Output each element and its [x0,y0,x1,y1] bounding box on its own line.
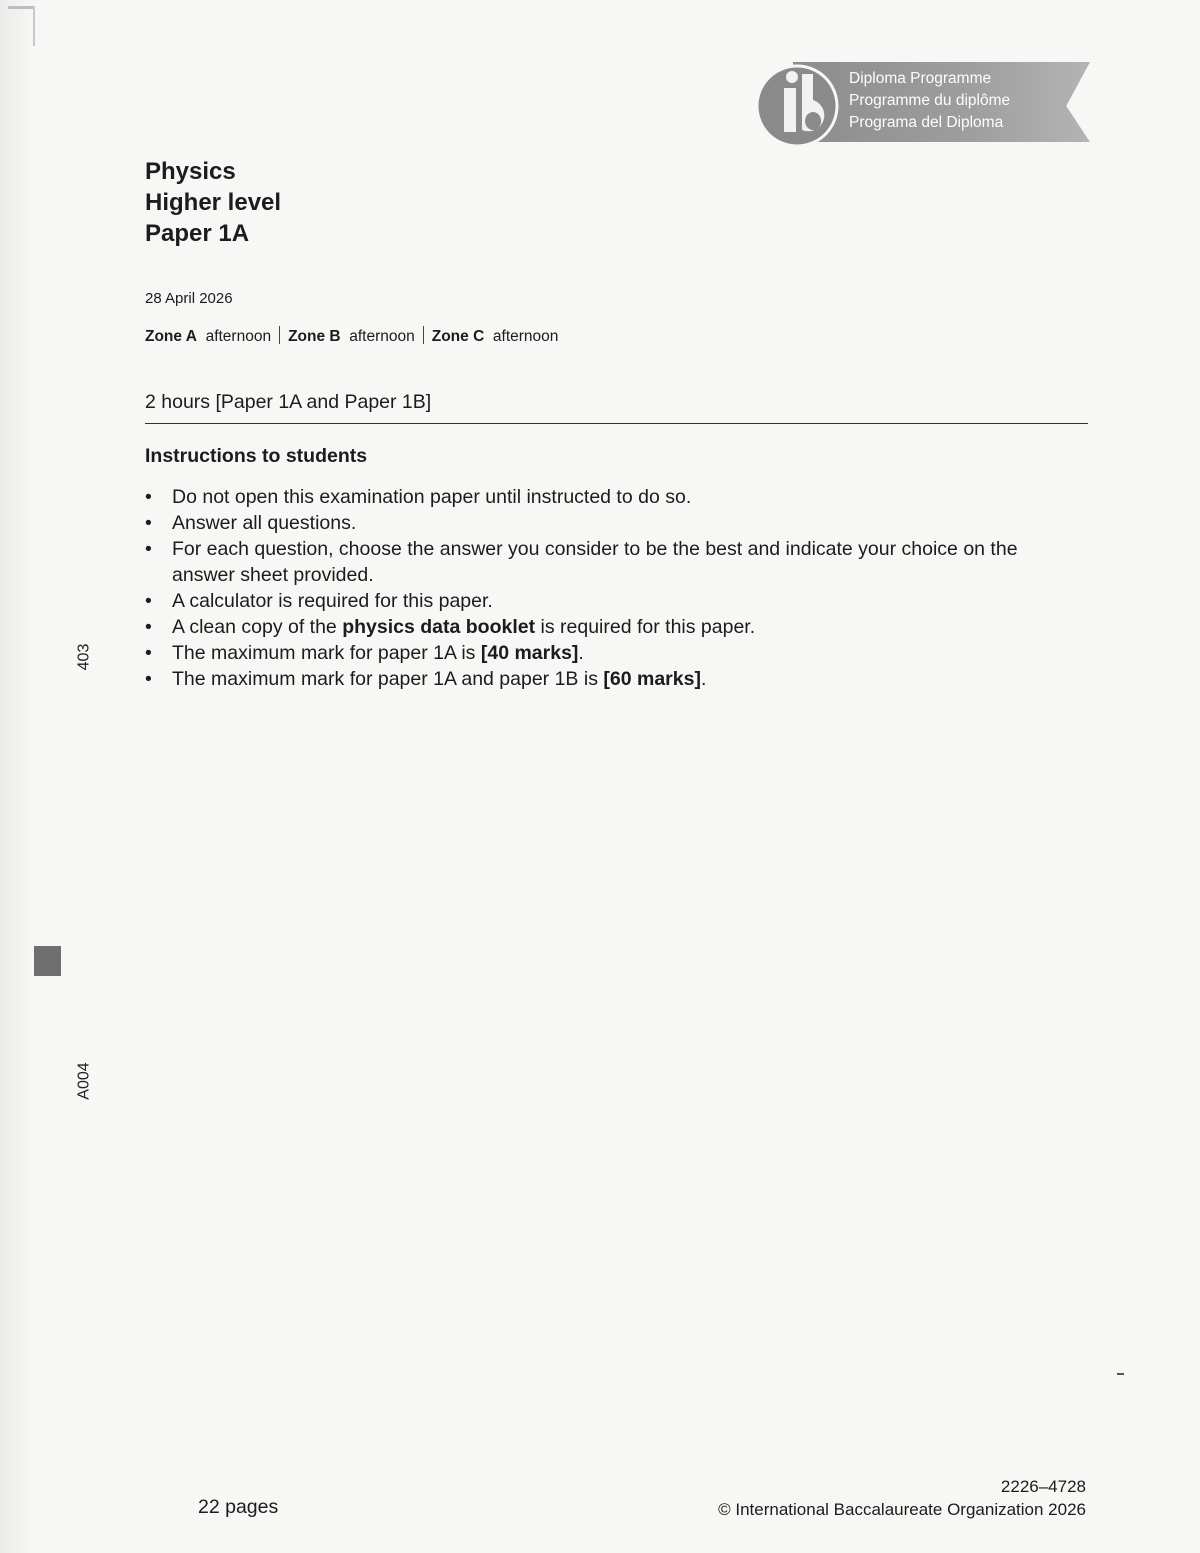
scan-speck [1117,1373,1124,1375]
logo-line-fr: Programme du diplôme [849,92,1011,109]
zones-line [145,326,558,346]
side-code-top: 403 [75,643,93,671]
list-item [145,640,1085,666]
copyright: © International Baccalaureate Organization 2026 [718,1500,1086,1519]
list-item [145,536,1085,588]
instruction-text: A clean copy of the [172,616,343,638]
ib-logo-icon [755,60,841,150]
registration-mark [8,6,34,9]
instruction-text: Do not open this examination paper until instructed to do so. [172,486,692,508]
instruction-bold: [60 marks] [603,668,701,690]
ib-logo [755,60,1090,155]
list-item [145,614,1085,640]
zone-b-time: afternoon [349,328,415,345]
instructions-list [145,484,1085,692]
zone-c-name: Zone C [431,328,485,345]
registration-mark-vertical [33,6,35,46]
registration-square [34,946,61,976]
footer-info [718,1475,1086,1521]
list-item [145,484,1085,510]
instruction-text: The maximum mark for paper 1A and paper 1B is [172,668,604,690]
list-item [145,510,1085,536]
duration: 2 hours [Paper 1A and Paper 1B] [145,391,432,413]
side-code-bottom: A004 [75,1062,93,1100]
divider [145,423,1088,424]
instructions-heading: Instructions to students [145,445,368,467]
list-item [145,666,1085,692]
bullet-icon: • [145,486,152,508]
level: Higher level [145,189,282,216]
zone-a-time: afternoon [205,328,272,345]
page-count: 22 pages [198,1496,279,1518]
scan-edge [0,0,36,1553]
bullet-icon: • [145,512,152,534]
instruction-text: For each question, choose the answer you consider to be the best and indicate your choice on the answer sheet provided. [172,538,1018,586]
paper-code: 2226–4728 [1000,1477,1086,1496]
zone-separator [423,326,424,344]
zone-a-name: Zone A [145,328,197,345]
paper: Paper 1A [145,220,250,247]
list-item [145,588,1085,614]
bullet-icon: • [145,538,152,560]
zone-separator [279,326,280,344]
instruction-bold: [40 marks] [480,642,579,664]
bullet-icon: • [145,616,152,638]
bullet-icon: • [145,590,152,612]
bullet-icon: • [145,642,152,664]
logo-text [849,68,1010,134]
instruction-text: The maximum mark for paper 1A is [172,642,481,664]
instruction-text: is required for this paper. [535,616,756,638]
logo-line-en: Diploma Programme [849,70,992,87]
zone-b-name: Zone B [288,328,341,345]
zone-c-time: afternoon [492,328,559,345]
exam-title [145,156,281,249]
instruction-text: . [700,668,707,690]
subject: Physics [145,158,236,185]
instruction-text: A calculator is required for this paper. [172,590,493,612]
instruction-text: . [578,642,584,664]
logo-line-es: Programa del Diploma [849,114,1004,131]
instruction-bold: physics data booklet [342,616,536,638]
bullet-icon: • [145,668,152,690]
exam-date: 28 April 2026 [145,290,233,307]
instruction-text: Answer all questions. [172,512,357,534]
